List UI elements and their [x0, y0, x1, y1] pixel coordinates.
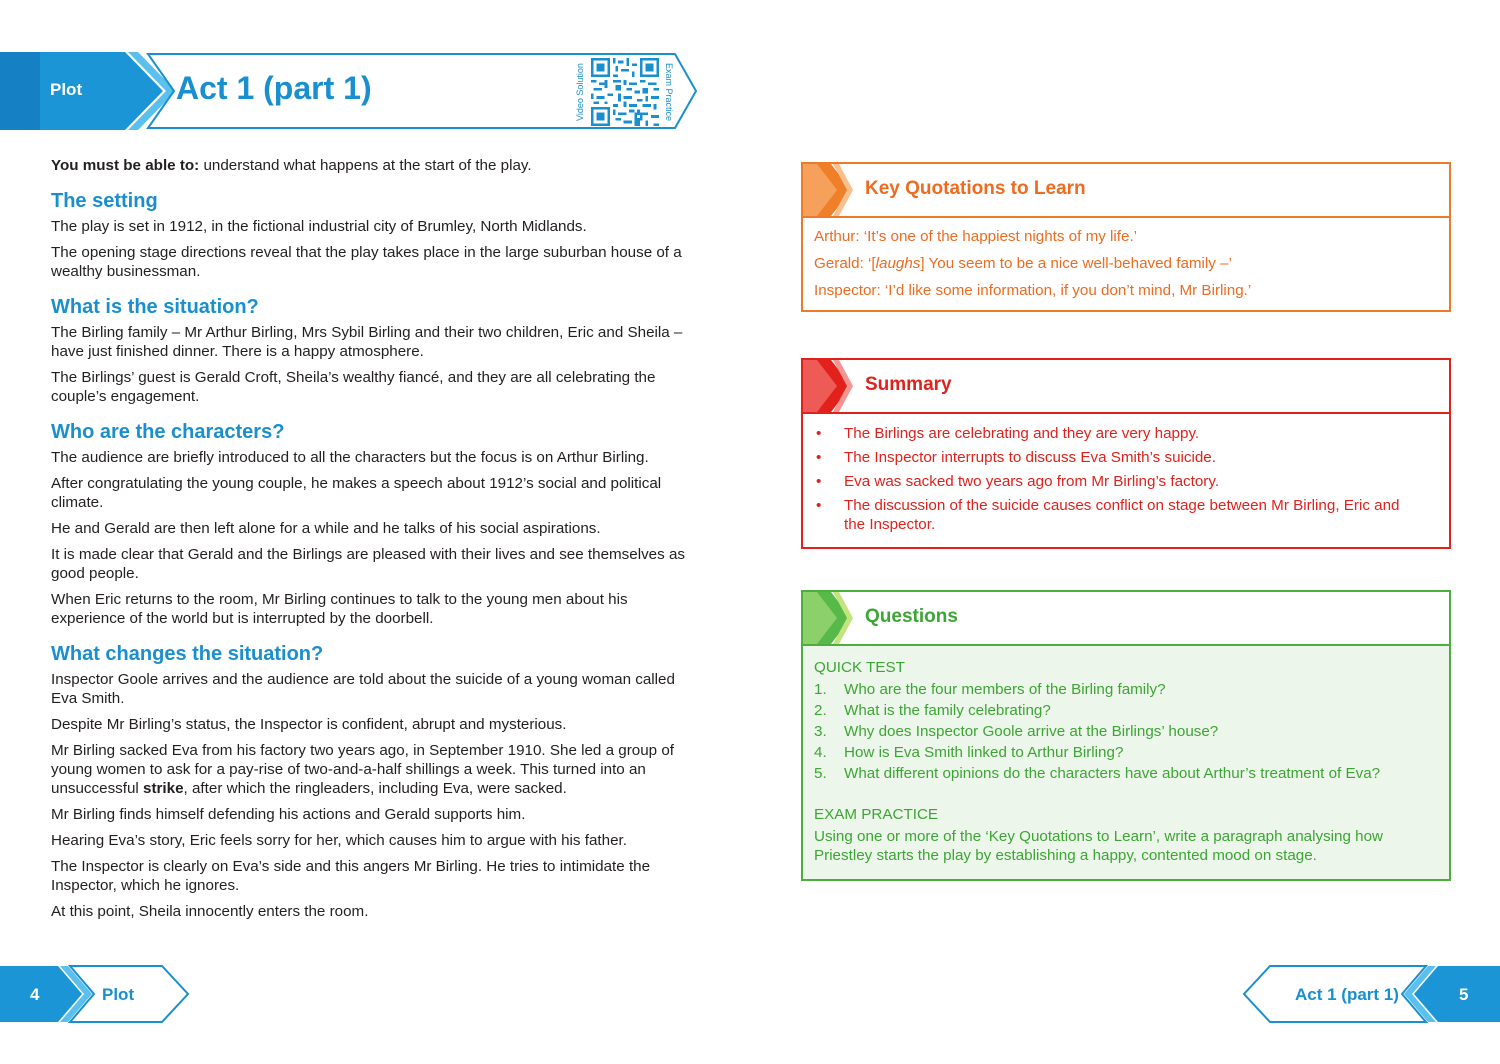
question-text: What is the family celebrating?: [844, 702, 1051, 719]
bullet-icon: •: [816, 425, 822, 442]
paragraph: After congratulating the young couple, he makes a speech about 1912’s social and political climate.: [51, 475, 662, 511]
stage-direction: laughs: [875, 255, 921, 272]
quotation: Inspector: ‘I’d like some information, if you don’t mind, Mr Birling.’: [814, 282, 1252, 299]
objective-text: understand what happens at the start of the play.: [199, 157, 532, 174]
question-number: 1.: [814, 681, 827, 698]
list-item: [814, 448, 1438, 467]
key-quotations-header: [803, 164, 1449, 218]
question-item: [814, 722, 1438, 741]
footer-section-left[interactable]: Plot: [102, 985, 135, 1004]
objective-label: You must be able to:: [51, 157, 200, 174]
list-item-text: The Inspector interrupts to discuss Eva Smith’s suicide.: [844, 449, 1216, 466]
questions-title: Questions: [865, 606, 958, 627]
questions-header: [803, 592, 1449, 646]
questions-body: [803, 646, 1449, 879]
list-item: [814, 496, 1438, 534]
summary-title: Summary: [865, 374, 952, 395]
left-column: [51, 156, 701, 928]
paragraph: The opening stage directions reveal that the play takes place in the large suburban house of a wealthy businessman.: [51, 244, 682, 280]
key-quotations-body: [803, 218, 1449, 310]
paragraph: Despite Mr Birling’s status, the Inspector is confident, abrupt and mysterious.: [51, 716, 567, 733]
question-text: Why does Inspector Goole arrive at the Birlings’ house?: [844, 723, 1219, 740]
glossary-term: strike: [143, 780, 184, 797]
question-number: 5.: [814, 765, 827, 782]
list-item: [814, 424, 1438, 443]
green-chevron-icon: [803, 592, 853, 644]
text-run: Gerald: ‘[: [814, 255, 876, 272]
red-chevron-icon: [803, 360, 853, 412]
paragraph: The play is set in 1912, in the fictional industrial city of Brumley, North Midlands.: [51, 218, 587, 235]
key-quotations-box: [801, 162, 1451, 312]
text-run: , after which the ringleaders, including Eva, were sacked.: [183, 780, 567, 797]
quick-test-list: [814, 680, 1438, 783]
paragraph: It is made clear that Gerald and the Birlings are pleased with their lives and see themselves as good people.: [51, 546, 685, 582]
qr-code-icon[interactable]: [591, 58, 659, 126]
qr-label-video-solution: Video Solution: [575, 63, 585, 121]
footer-section-right[interactable]: Act 1 (part 1): [1295, 985, 1399, 1004]
question-item: [814, 743, 1438, 762]
learning-objective: [51, 156, 701, 175]
summary-body: [803, 414, 1449, 547]
paragraph: At this point, Sheila innocently enters the room.: [51, 903, 369, 920]
paragraph: The Inspector is clearly on Eva’s side and this angers Mr Birling. He tries to intimidate the Inspector, which he ignores.: [51, 858, 651, 894]
paragraph: Inspector Goole arrives and the audience are told about the suicide of a young woman called Eva Smith.: [51, 671, 675, 707]
summary-header: [803, 360, 1449, 414]
list-item: [814, 472, 1438, 491]
text-run: ] You seem to be a nice well-behaved family –’: [920, 255, 1232, 272]
list-item-text: The discussion of the suicide causes conflict on stage between Mr Birling, Eric and the Inspector.: [844, 497, 1400, 533]
question-item: [814, 680, 1438, 699]
page-title: Act 1 (part 1): [176, 70, 372, 106]
question-number: 2.: [814, 702, 827, 719]
questions-box: [801, 590, 1451, 881]
heading-characters: Who are the characters?: [51, 421, 285, 443]
key-quotations-title: Key Quotations to Learn: [865, 178, 1086, 199]
question-item: [814, 764, 1438, 783]
orange-chevron-icon: [803, 164, 853, 216]
paragraph: When Eric returns to the room, Mr Birling continues to talk to the young men about his experience of the world but is interrupted by the doorbell.: [51, 591, 628, 627]
page-number-right: 5: [1459, 985, 1469, 1004]
summary-box: [801, 358, 1451, 549]
paragraph: The Birlings’ guest is Gerald Croft, Sheila’s wealthy fiancé, and they are all celebrating the couple’s engagement.: [51, 369, 656, 405]
page-number-left: 4: [30, 985, 40, 1004]
qr-block[interactable]: [577, 56, 677, 128]
qr-label-exam-practice: Exam Practice: [664, 62, 674, 122]
question-number: 4.: [814, 744, 827, 761]
bullet-icon: •: [816, 473, 822, 490]
question-number: 3.: [814, 723, 827, 740]
question-text: How is Eva Smith linked to Arthur Birling?: [844, 744, 1124, 761]
question-text: What different opinions do the characters have about Arthur’s treatment of Eva?: [844, 765, 1381, 782]
bullet-icon: •: [816, 497, 822, 514]
question-text: Who are the four members of the Birling family?: [844, 681, 1166, 698]
bullet-icon: •: [816, 449, 822, 466]
paragraph: [51, 741, 701, 798]
heading-situation: What is the situation?: [51, 296, 259, 318]
paragraph: Mr Birling finds himself defending his actions and Gerald supports him.: [51, 806, 526, 823]
quotation: [814, 254, 1438, 273]
header-section-label: Plot: [50, 80, 83, 99]
exam-practice-heading: EXAM PRACTICE: [814, 806, 939, 823]
heading-setting: The setting: [51, 190, 158, 212]
text-run: Mr Birling sacked Eva from his factory two years ago, in September 1910. She led a group of young women to ask for a pay-rise of two-and-a-half shillings a week. This turned into an unsuccessful: [51, 742, 674, 797]
paragraph: Hearing Eva’s story, Eric feels sorry for her, which causes him to argue with his father.: [51, 832, 627, 849]
question-item: [814, 701, 1438, 720]
quotation: Arthur: ‘It’s one of the happiest nights of my life.’: [814, 228, 1138, 245]
exam-practice-text: Using one or more of the ‘Key Quotations to Learn’, write a paragraph analysing how Priestley starts the play by establishing a happy, contented mood on stage.: [814, 828, 1384, 864]
summary-list: [814, 424, 1438, 534]
paragraph: He and Gerald are then left alone for a while and he talks of his social aspirations.: [51, 520, 601, 537]
quick-test-heading: QUICK TEST: [814, 659, 905, 676]
heading-changes: What changes the situation?: [51, 643, 324, 665]
list-item-text: The Birlings are celebrating and they are very happy.: [844, 425, 1200, 442]
paragraph: The Birling family – Mr Arthur Birling, Mrs Sybil Birling and their two children, Eric and Sheila – have just finished dinner. There is a happy atmosphere.: [51, 324, 683, 360]
paragraph: The audience are briefly introduced to all the characters but the focus is on Arthur Birling.: [51, 449, 649, 466]
list-item-text: Eva was sacked two years ago from Mr Birling’s factory.: [844, 473, 1220, 490]
